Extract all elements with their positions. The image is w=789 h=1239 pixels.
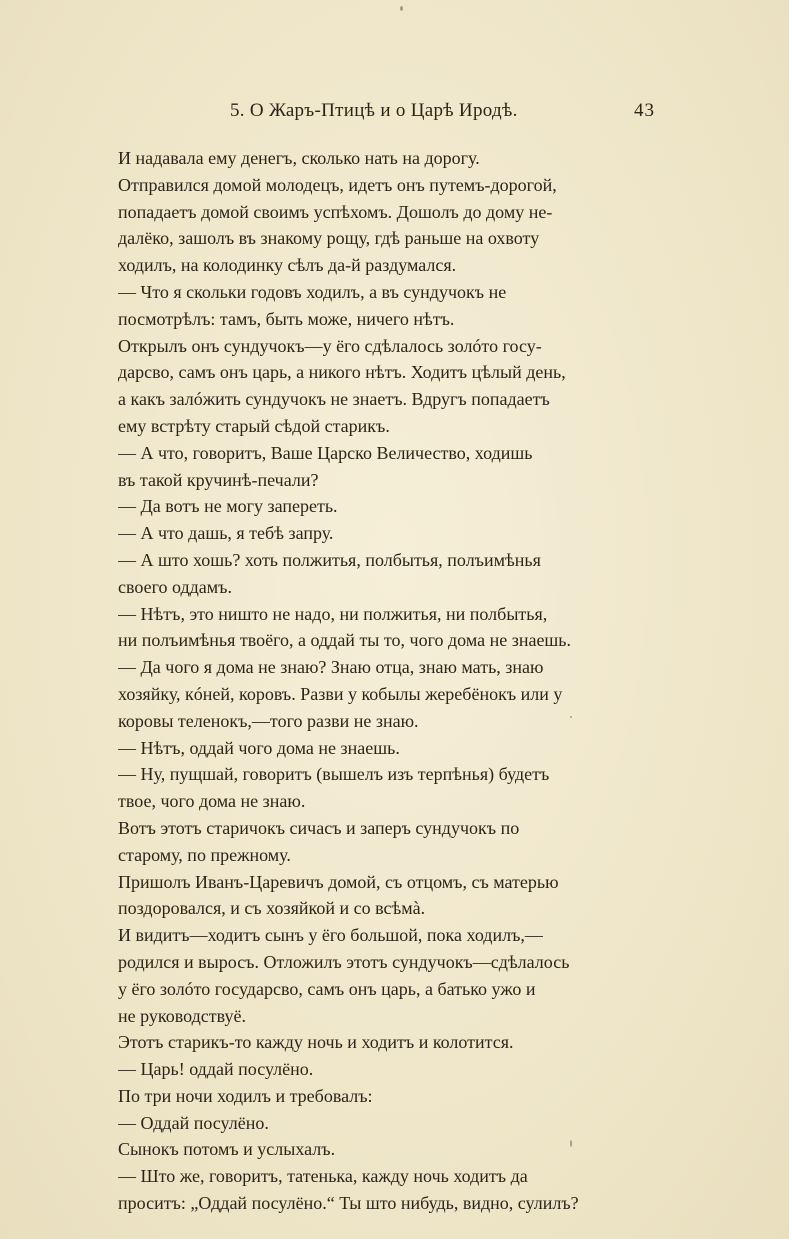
text-line: И надавала ему денегъ, сколько нать на дорогу. <box>118 148 480 168</box>
text-line: дарсво, самъ онъ царь, а никого нѣтъ. Ходитъ цѣлый день, <box>118 362 566 383</box>
text-line: Сынокъ потомъ и услыхалъ. <box>118 1139 336 1160</box>
running-header <box>118 100 655 130</box>
story-text <box>118 145 655 1217</box>
text-line: Открылъ онъ сундучокъ—у ёго сдѣлалось золóто госу- <box>118 335 542 356</box>
text-line: старому, по прежному. <box>118 844 291 865</box>
text-line: — Да вотъ не могу запереть. <box>118 496 338 517</box>
text-line: — Што же, говоритъ, татенька, кажду ночь ходитъ да <box>118 1166 528 1187</box>
text-line: — Нѣтъ, это ништо не надо, ни полжитья, ни полбытья, <box>118 603 548 624</box>
text-line: ни полъимѣнья твоёго, а оддай ты то, чого дома не знаешь. <box>118 630 572 651</box>
text-line: Вотъ этотъ старичокъ сичасъ и заперъ сундучокъ по <box>118 817 520 838</box>
text-line: далёко, зашолъ въ знакому рощу, гдѣ раньше на охвоту <box>118 228 540 249</box>
text-line: родился и выросъ. Отложилъ этотъ сундучокъ—сдѣлалось <box>118 951 570 972</box>
text-line: — Ну, пущшай, говоритъ (вышелъ изъ терпѣнья) будетъ <box>118 764 550 785</box>
text-line: — Что я скольки годовъ ходилъ, а въ сундучокъ не <box>118 281 507 302</box>
text-line: не руководствуё. <box>118 1005 246 1026</box>
text-line: попадаетъ домой своимъ успѣхомъ. Дошолъ до дому не- <box>118 201 553 222</box>
text-line: — Царь! оддай посулёно. <box>118 1059 314 1080</box>
text-line: коровы теленокъ,—того разви не знаю. <box>118 710 419 731</box>
text-line: Этотъ старикъ-то кажду ночь и ходитъ и колотится. <box>118 1032 514 1053</box>
text-line: посмотрѣлъ: тамъ, быть може, ничего нѣтъ. <box>118 308 455 329</box>
text-line: — А что, говоритъ, Ваше Царско Величество, ходишь <box>118 442 533 463</box>
text-line: своего оддамъ. <box>118 576 232 597</box>
text-line: По три ночи ходилъ и требовалъ: <box>118 1085 373 1106</box>
text-line: ему встрѣту старый сѣдой старикъ. <box>118 415 390 436</box>
text-line: ходилъ, на колодинку сѣлъ да-й раздумался. <box>118 255 457 276</box>
chapter-title: 5. О Жаръ-Птицѣ и о Царѣ Иродѣ. <box>230 100 518 121</box>
text-line: — А што хошь? хоть полжитья, полбытья, полъимѣнья <box>118 549 541 570</box>
text-line: — Да чого я дома не знаю? Знаю отца, знаю мать, знаю <box>118 657 544 678</box>
text-line: — А что дашь, я тебѣ запру. <box>118 523 334 544</box>
text-line: Пришолъ Иванъ-Царевичъ домой, съ отцомъ, съ матерью <box>118 871 559 892</box>
ink-speck <box>400 6 403 11</box>
text-line: у ёго золóто государсво, самъ онъ царь, а батько ужо и <box>118 978 536 999</box>
text-line: — Оддай посулёно. <box>118 1112 269 1133</box>
text-line: поздоровался, и съ хозяйкой и со всѣмà. <box>118 898 426 919</box>
text-line: проситъ: „Оддай посулёно.“ Ты што нибудь, видно, сулилъ? <box>118 1193 579 1214</box>
text-line: Отправился домой молодецъ, идетъ онъ путемъ-дорогой, <box>118 174 557 195</box>
page-number: 43 <box>634 100 655 121</box>
text-line: И видитъ—ходитъ сынъ у ёго большой, пока ходилъ,— <box>118 925 543 946</box>
text-line: хозяйку, кóней, коровъ. Разви у кобылы жеребёнокъ или у <box>118 683 563 704</box>
text-line: — Нѣтъ, оддай чого дома не знаешь. <box>118 737 400 758</box>
text-line: твое, чого дома не знаю. <box>118 791 306 812</box>
text-line: а какъ залóжить сундучокъ не знаетъ. Вдругъ попадаетъ <box>118 389 550 410</box>
text-line: въ такой кручинѣ-печали? <box>118 469 319 490</box>
